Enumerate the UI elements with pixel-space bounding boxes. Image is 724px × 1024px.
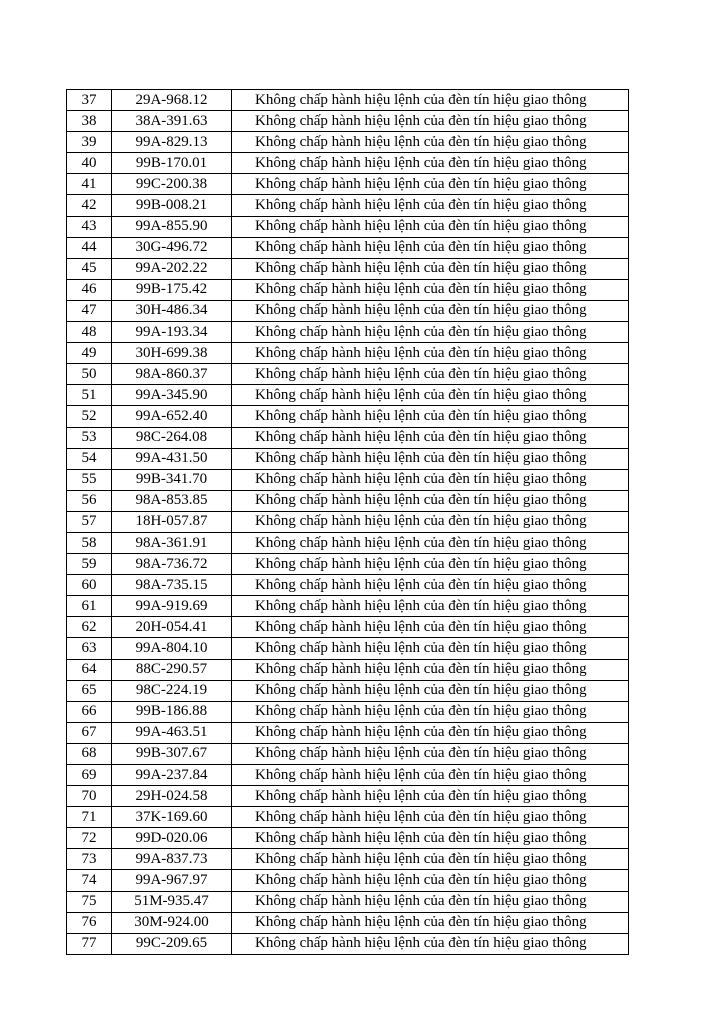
row-number-cell: 66 xyxy=(67,701,112,722)
license-plate-cell: 98C-224.19 xyxy=(112,680,232,701)
license-plate-cell: 51M-935.47 xyxy=(112,891,232,912)
table-row xyxy=(67,575,629,596)
table-row xyxy=(67,659,629,680)
row-number-cell: 52 xyxy=(67,406,112,427)
table-row xyxy=(67,364,629,385)
license-plate-cell: 30H-486.34 xyxy=(112,300,232,321)
license-plate-cell: 30H-699.38 xyxy=(112,343,232,364)
license-plate-cell: 30G-496.72 xyxy=(112,237,232,258)
table-row xyxy=(67,406,629,427)
row-number-cell: 62 xyxy=(67,617,112,638)
row-number-cell: 77 xyxy=(67,933,112,954)
table-row xyxy=(67,680,629,701)
row-number-cell: 54 xyxy=(67,448,112,469)
license-plate-cell: 99D-020.06 xyxy=(112,828,232,849)
row-number-cell: 38 xyxy=(67,111,112,132)
license-plate-cell: 99C-209.65 xyxy=(112,933,232,954)
table-row xyxy=(67,469,629,490)
row-number-cell: 43 xyxy=(67,216,112,237)
violation-description-cell: Không chấp hành hiệu lệnh của đèn tín hiệu giao thông xyxy=(232,933,629,954)
table-row xyxy=(67,701,629,722)
violation-description-cell: Không chấp hành hiệu lệnh của đèn tín hiệu giao thông xyxy=(232,554,629,575)
row-number-cell: 47 xyxy=(67,300,112,321)
violation-description-cell: Không chấp hành hiệu lệnh của đèn tín hiệu giao thông xyxy=(232,722,629,743)
violation-description-cell: Không chấp hành hiệu lệnh của đèn tín hiệu giao thông xyxy=(232,279,629,300)
row-number-cell: 58 xyxy=(67,532,112,553)
license-plate-cell: 38A-391.63 xyxy=(112,111,232,132)
row-number-cell: 65 xyxy=(67,680,112,701)
license-plate-cell: 88C-290.57 xyxy=(112,659,232,680)
violation-description-cell: Không chấp hành hiệu lệnh của đèn tín hiệu giao thông xyxy=(232,153,629,174)
row-number-cell: 41 xyxy=(67,174,112,195)
table-row xyxy=(67,532,629,553)
row-number-cell: 76 xyxy=(67,912,112,933)
table-row xyxy=(67,786,629,807)
violations-table xyxy=(66,89,629,955)
license-plate-cell: 99B-307.67 xyxy=(112,743,232,764)
row-number-cell: 75 xyxy=(67,891,112,912)
license-plate-cell: 99A-919.69 xyxy=(112,596,232,617)
violation-description-cell: Không chấp hành hiệu lệnh của đèn tín hiệu giao thông xyxy=(232,849,629,870)
row-number-cell: 64 xyxy=(67,659,112,680)
row-number-cell: 55 xyxy=(67,469,112,490)
violation-description-cell: Không chấp hành hiệu lệnh của đèn tín hiệu giao thông xyxy=(232,448,629,469)
license-plate-cell: 29A-968.12 xyxy=(112,90,232,111)
table-row xyxy=(67,279,629,300)
row-number-cell: 63 xyxy=(67,638,112,659)
license-plate-cell: 37K-169.60 xyxy=(112,807,232,828)
violation-description-cell: Không chấp hành hiệu lệnh của đèn tín hiệu giao thông xyxy=(232,343,629,364)
license-plate-cell: 98A-736.72 xyxy=(112,554,232,575)
row-number-cell: 71 xyxy=(67,807,112,828)
table-row xyxy=(67,300,629,321)
license-plate-cell: 20H-054.41 xyxy=(112,617,232,638)
license-plate-cell: 30M-924.00 xyxy=(112,912,232,933)
violation-description-cell: Không chấp hành hiệu lệnh của đèn tín hiệu giao thông xyxy=(232,680,629,701)
table-row xyxy=(67,195,629,216)
license-plate-cell: 98A-361.91 xyxy=(112,532,232,553)
row-number-cell: 67 xyxy=(67,722,112,743)
violation-description-cell: Không chấp hành hiệu lệnh của đèn tín hiệu giao thông xyxy=(232,490,629,511)
table-row xyxy=(67,111,629,132)
violation-description-cell: Không chấp hành hiệu lệnh của đèn tín hiệu giao thông xyxy=(232,111,629,132)
violation-description-cell: Không chấp hành hiệu lệnh của đèn tín hiệu giao thông xyxy=(232,807,629,828)
violation-description-cell: Không chấp hành hiệu lệnh của đèn tín hiệu giao thông xyxy=(232,765,629,786)
license-plate-cell: 18H-057.87 xyxy=(112,511,232,532)
row-number-cell: 44 xyxy=(67,237,112,258)
license-plate-cell: 99A-202.22 xyxy=(112,258,232,279)
row-number-cell: 72 xyxy=(67,828,112,849)
table-row xyxy=(67,849,629,870)
row-number-cell: 73 xyxy=(67,849,112,870)
row-number-cell: 61 xyxy=(67,596,112,617)
table-row xyxy=(67,258,629,279)
license-plate-cell: 99B-170.01 xyxy=(112,153,232,174)
license-plate-cell: 99A-652.40 xyxy=(112,406,232,427)
table-row xyxy=(67,174,629,195)
violation-description-cell: Không chấp hành hiệu lệnh của đèn tín hiệu giao thông xyxy=(232,385,629,406)
row-number-cell: 40 xyxy=(67,153,112,174)
violations-table-body xyxy=(67,90,629,955)
license-plate-cell: 99A-463.51 xyxy=(112,722,232,743)
table-row xyxy=(67,343,629,364)
row-number-cell: 74 xyxy=(67,870,112,891)
table-row xyxy=(67,448,629,469)
table-row xyxy=(67,427,629,448)
table-row xyxy=(67,933,629,954)
violation-description-cell: Không chấp hành hiệu lệnh của đèn tín hiệu giao thông xyxy=(232,511,629,532)
license-plate-cell: 98C-264.08 xyxy=(112,427,232,448)
row-number-cell: 70 xyxy=(67,786,112,807)
table-row xyxy=(67,807,629,828)
row-number-cell: 68 xyxy=(67,743,112,764)
row-number-cell: 50 xyxy=(67,364,112,385)
violation-description-cell: Không chấp hành hiệu lệnh của đèn tín hiệu giao thông xyxy=(232,195,629,216)
row-number-cell: 59 xyxy=(67,554,112,575)
violation-description-cell: Không chấp hành hiệu lệnh của đèn tín hiệu giao thông xyxy=(232,870,629,891)
license-plate-cell: 99A-829.13 xyxy=(112,132,232,153)
license-plate-cell: 99A-855.90 xyxy=(112,216,232,237)
license-plate-cell: 99A-193.34 xyxy=(112,322,232,343)
violation-description-cell: Không chấp hành hiệu lệnh của đèn tín hiệu giao thông xyxy=(232,596,629,617)
table-row xyxy=(67,891,629,912)
row-number-cell: 45 xyxy=(67,258,112,279)
violation-description-cell: Không chấp hành hiệu lệnh của đèn tín hiệu giao thông xyxy=(232,322,629,343)
table-row xyxy=(67,765,629,786)
row-number-cell: 51 xyxy=(67,385,112,406)
row-number-cell: 39 xyxy=(67,132,112,153)
row-number-cell: 42 xyxy=(67,195,112,216)
license-plate-cell: 99A-804.10 xyxy=(112,638,232,659)
violation-description-cell: Không chấp hành hiệu lệnh của đèn tín hiệu giao thông xyxy=(232,638,629,659)
license-plate-cell: 99A-345.90 xyxy=(112,385,232,406)
row-number-cell: 56 xyxy=(67,490,112,511)
table-row xyxy=(67,90,629,111)
license-plate-cell: 99A-967.97 xyxy=(112,870,232,891)
table-row xyxy=(67,743,629,764)
table-row xyxy=(67,216,629,237)
license-plate-cell: 98A-853.85 xyxy=(112,490,232,511)
row-number-cell: 46 xyxy=(67,279,112,300)
table-row xyxy=(67,554,629,575)
table-row xyxy=(67,638,629,659)
violation-description-cell: Không chấp hành hiệu lệnh của đèn tín hiệu giao thông xyxy=(232,427,629,448)
violation-description-cell: Không chấp hành hiệu lệnh của đèn tín hiệu giao thông xyxy=(232,786,629,807)
table-row xyxy=(67,617,629,638)
violation-description-cell: Không chấp hành hiệu lệnh của đèn tín hiệu giao thông xyxy=(232,300,629,321)
table-row xyxy=(67,385,629,406)
violation-description-cell: Không chấp hành hiệu lệnh của đèn tín hiệu giao thông xyxy=(232,575,629,596)
license-plate-cell: 99B-186.88 xyxy=(112,701,232,722)
row-number-cell: 69 xyxy=(67,765,112,786)
violation-description-cell: Không chấp hành hiệu lệnh của đèn tín hiệu giao thông xyxy=(232,237,629,258)
violation-description-cell: Không chấp hành hiệu lệnh của đèn tín hiệu giao thông xyxy=(232,617,629,638)
license-plate-cell: 29H-024.58 xyxy=(112,786,232,807)
table-row xyxy=(67,596,629,617)
license-plate-cell: 99B-008.21 xyxy=(112,195,232,216)
license-plate-cell: 99A-431.50 xyxy=(112,448,232,469)
violation-description-cell: Không chấp hành hiệu lệnh của đèn tín hiệu giao thông xyxy=(232,701,629,722)
violation-description-cell: Không chấp hành hiệu lệnh của đèn tín hiệu giao thông xyxy=(232,90,629,111)
table-row xyxy=(67,870,629,891)
license-plate-cell: 98A-735.15 xyxy=(112,575,232,596)
violation-description-cell: Không chấp hành hiệu lệnh của đèn tín hiệu giao thông xyxy=(232,216,629,237)
row-number-cell: 60 xyxy=(67,575,112,596)
violation-description-cell: Không chấp hành hiệu lệnh của đèn tín hiệu giao thông xyxy=(232,891,629,912)
row-number-cell: 53 xyxy=(67,427,112,448)
violation-description-cell: Không chấp hành hiệu lệnh của đèn tín hiệu giao thông xyxy=(232,406,629,427)
table-row xyxy=(67,237,629,258)
violation-description-cell: Không chấp hành hiệu lệnh của đèn tín hiệu giao thông xyxy=(232,174,629,195)
row-number-cell: 57 xyxy=(67,511,112,532)
license-plate-cell: 98A-860.37 xyxy=(112,364,232,385)
license-plate-cell: 99A-837.73 xyxy=(112,849,232,870)
table-row xyxy=(67,132,629,153)
violation-description-cell: Không chấp hành hiệu lệnh của đèn tín hiệu giao thông xyxy=(232,364,629,385)
row-number-cell: 48 xyxy=(67,322,112,343)
table-row xyxy=(67,490,629,511)
violation-description-cell: Không chấp hành hiệu lệnh của đèn tín hiệu giao thông xyxy=(232,659,629,680)
violation-description-cell: Không chấp hành hiệu lệnh của đèn tín hiệu giao thông xyxy=(232,743,629,764)
table-row xyxy=(67,912,629,933)
license-plate-cell: 99B-341.70 xyxy=(112,469,232,490)
violation-description-cell: Không chấp hành hiệu lệnh của đèn tín hiệu giao thông xyxy=(232,912,629,933)
table-row xyxy=(67,322,629,343)
table-row xyxy=(67,511,629,532)
table-row xyxy=(67,153,629,174)
violation-description-cell: Không chấp hành hiệu lệnh của đèn tín hiệu giao thông xyxy=(232,258,629,279)
table-row xyxy=(67,828,629,849)
license-plate-cell: 99A-237.84 xyxy=(112,765,232,786)
row-number-cell: 37 xyxy=(67,90,112,111)
table-row xyxy=(67,722,629,743)
violation-description-cell: Không chấp hành hiệu lệnh của đèn tín hiệu giao thông xyxy=(232,532,629,553)
license-plate-cell: 99B-175.42 xyxy=(112,279,232,300)
violation-description-cell: Không chấp hành hiệu lệnh của đèn tín hiệu giao thông xyxy=(232,469,629,490)
license-plate-cell: 99C-200.38 xyxy=(112,174,232,195)
violation-description-cell: Không chấp hành hiệu lệnh của đèn tín hiệu giao thông xyxy=(232,132,629,153)
row-number-cell: 49 xyxy=(67,343,112,364)
violation-description-cell: Không chấp hành hiệu lệnh của đèn tín hiệu giao thông xyxy=(232,828,629,849)
